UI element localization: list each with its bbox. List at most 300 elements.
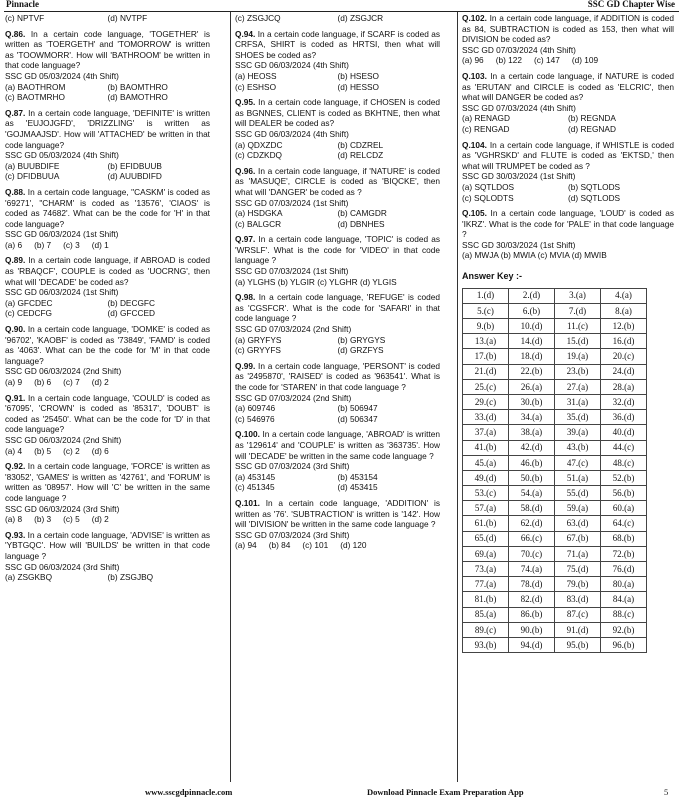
answer-cell: 86.(b) (509, 607, 555, 622)
question-number: Q.102. (462, 13, 487, 23)
option: (c) ZSGJCQ (235, 13, 281, 23)
question-text: In a certain code language, 'ADDITION' is written as '76'. 'SUBTRACTION' is written is '142'. How will 'DIVISION' be written in the same code language ? (235, 497, 440, 530)
option: (b) ZSGJBQ (107, 572, 154, 583)
option: (d) 2 (91, 514, 109, 525)
answer-cell: 92.(b) (601, 622, 647, 637)
question-number: Q.91. (5, 392, 26, 403)
option: (c) 451345 (235, 482, 275, 493)
option: (a) HSDGKA (235, 208, 283, 219)
answer-cell: 71.(a) (555, 546, 601, 561)
answer-cell: 79.(b) (555, 577, 601, 592)
question-number: Q.97. (235, 234, 256, 245)
option: (a) ZSGKBQ (5, 572, 53, 583)
column-2 (235, 13, 440, 556)
options (5, 446, 210, 457)
answer-cell: 50.(b) (509, 470, 555, 485)
answer-cell: 84.(a) (601, 592, 647, 607)
options (235, 335, 440, 356)
answer-cell: 24.(d) (601, 364, 647, 379)
option: (a) 453145 (235, 471, 276, 482)
answer-cell: 4.(a) (601, 288, 647, 303)
options (235, 140, 440, 161)
option: (d) ZSGJCR (337, 13, 384, 23)
answer-cell: 2.(d) (509, 288, 555, 303)
answer-cell: 52.(b) (601, 470, 647, 485)
options (5, 240, 210, 251)
answer-cell: 26.(a) (509, 379, 555, 394)
question-number: Q.98. (235, 292, 256, 303)
option: (d) HESSO (337, 81, 379, 92)
answer-cell: 66.(c) (509, 531, 555, 546)
answer-cell: 64.(c) (601, 516, 647, 531)
options (5, 572, 210, 583)
question-number: Q.100. (235, 429, 260, 440)
answer-cell: 88.(c) (601, 607, 647, 622)
question (5, 108, 210, 182)
answer-cell: 5.(c) (463, 303, 509, 318)
answer-cell: 11.(c) (555, 319, 601, 334)
option: (d) GFCCED (107, 308, 155, 319)
answer-row (463, 622, 647, 637)
question (5, 393, 210, 457)
option: (c) BAOTMRHO (5, 92, 65, 103)
option: (c) 101 (302, 540, 329, 551)
answer-key-table (462, 288, 647, 654)
question (5, 461, 210, 525)
option: (d) RELCDZ (337, 150, 384, 161)
answer-cell: 21.(d) (463, 364, 509, 379)
options (5, 13, 210, 24)
question-source: SSC GD 07/03/2024 (2nd Shift) (235, 392, 352, 403)
options (462, 182, 674, 203)
answer-cell: 44.(c) (601, 440, 647, 455)
answer-cell: 89.(c) (463, 622, 509, 637)
answer-cell: 6.(b) (509, 303, 555, 318)
option: (a) MWJA (b) MWIA (c) MVIA (d) MWIB (462, 250, 607, 261)
answer-row (463, 607, 647, 622)
option: (d) 1 (91, 239, 109, 250)
question (235, 498, 440, 551)
option: (b) CAMGDR (337, 208, 387, 219)
option: (b) 84 (268, 540, 291, 551)
options (235, 208, 440, 229)
question (235, 234, 440, 287)
page-header (0, 0, 683, 10)
options (235, 71, 440, 92)
question-number: Q.88. (5, 186, 26, 197)
answer-cell: 96.(b) (601, 637, 647, 652)
answer-cell: 51.(a) (555, 470, 601, 485)
answer-cell: 82.(d) (509, 592, 555, 607)
question (462, 71, 674, 135)
question-text: In a certain code language, "CASKM' is coded as '69271', "CHARM' is coded as '13576', 'CIAOS' is coded as 74682'. What can be the code for 'H' in that code language? (5, 186, 210, 229)
answer-row (463, 303, 647, 318)
footer-app: Download Pinnacle Exam Preparation App (367, 787, 524, 797)
option: (c) GRYYFS (235, 345, 281, 356)
options (5, 161, 210, 182)
answer-cell: 17.(b) (463, 349, 509, 364)
answer-cell: 45.(a) (463, 455, 509, 470)
option: (d) GRZFYS (337, 345, 384, 356)
option: (b) 122 (495, 55, 522, 66)
answer-row (463, 455, 647, 470)
answer-cell: 69.(a) (463, 546, 509, 561)
answer-cell: 74.(a) (509, 562, 555, 577)
answer-cell: 72.(b) (601, 546, 647, 561)
options (5, 82, 210, 103)
answer-cell: 39.(a) (555, 425, 601, 440)
answer-row (463, 577, 647, 592)
answer-row (463, 334, 647, 349)
question (235, 97, 440, 161)
answer-row (463, 410, 647, 425)
question (235, 361, 440, 425)
option: (a) BUUBDIFE (5, 160, 60, 171)
option: (a) QDXZDC (235, 139, 283, 150)
answer-cell: 94.(d) (509, 637, 555, 652)
answer-cell: 55.(d) (555, 486, 601, 501)
answer-row (463, 592, 647, 607)
question-source: SSC GD 07/03/2024 (4th Shift) (462, 102, 576, 113)
option: (d) NVTPF (107, 13, 148, 23)
answer-cell: 47.(c) (555, 455, 601, 470)
question-source: SSC GD 07/03/2024 (3rd Shift) (235, 529, 350, 540)
option: (c) CDZKDQ (235, 150, 283, 161)
option: (d) 120 (340, 540, 367, 551)
question-number: Q.103. (462, 70, 487, 81)
answer-cell: 57.(a) (463, 501, 509, 516)
question-text: In a certain code language, if CHOSEN is coded as BGNNES, CLIENT is coded as BKHTNE, then what will DEALER be coded as? (235, 97, 440, 129)
answer-row (463, 470, 647, 485)
answer-row (463, 288, 647, 303)
question-text: In a certain code language, 'REFUGE' is coded as 'CGSFCR'. What is the code for 'SAFARI' in that code language ? (235, 292, 440, 324)
question (462, 140, 674, 204)
question-text: In a certain code language, 'FORCE' is written as '83052', 'GAMES' is written as '42761', and 'FORUM' is written as '08957'. How will 'C' be written in the same code language ? (5, 461, 210, 503)
answer-cell: 63.(d) (555, 516, 601, 531)
option: (b) 3 (34, 514, 52, 525)
page-footer (0, 786, 683, 800)
answer-cell: 34.(a) (509, 410, 555, 425)
answer-cell: 62.(d) (509, 516, 555, 531)
question-text: In a certain code language, if ABROAD is coded as 'RBAQCF', COUPLE is coded as 'UOCRNG', then what will 'DECADE' be coded as? (5, 255, 210, 287)
option: (a) YLGHS (b) YLGIR (c) YLGHR (d) YLGIS (235, 276, 397, 287)
answer-row (463, 546, 647, 561)
answer-row (463, 349, 647, 364)
option: (b) EFIDBUUB (107, 160, 162, 171)
answer-cell: 93.(b) (463, 637, 509, 652)
header-divider (4, 11, 679, 12)
question-source: SSC GD 06/03/2024 (3rd Shift) (5, 503, 120, 514)
options (5, 377, 210, 388)
options (235, 277, 440, 288)
option: (d) 6 (91, 445, 109, 456)
answer-cell: 7.(d) (555, 303, 601, 318)
answer-cell: 49.(d) (463, 470, 509, 485)
option: (d) 506347 (337, 413, 378, 424)
answer-cell: 68.(b) (601, 531, 647, 546)
question-number: Q.105. (462, 208, 487, 219)
answer-cell: 46.(b) (509, 455, 555, 470)
question-text: In a certain code language, 'TOPIC' is coded as 'WRSLF'. What is the code for 'VIDEO' in that code language ? (235, 234, 440, 266)
option: (a) SQTLDOS (462, 181, 515, 192)
answer-cell: 59.(a) (555, 501, 601, 516)
options (5, 298, 210, 319)
question (462, 13, 674, 66)
option: (a) RENAGD (462, 113, 510, 124)
question-source: SSC GD 06/03/2024 (4th Shift) (235, 128, 349, 139)
option: (b) 453154 (337, 471, 378, 482)
answer-cell: 29.(c) (463, 394, 509, 409)
question (5, 255, 210, 319)
option: (a) BAOTHROM (5, 81, 66, 92)
answer-cell: 19.(a) (555, 349, 601, 364)
answer-cell: 33.(d) (463, 410, 509, 425)
question-source: SSC GD 07/03/2024 (3rd Shift) (235, 461, 350, 472)
answer-cell: 31.(a) (555, 394, 601, 409)
question-number: Q.89. (5, 255, 26, 266)
option: (a) 609746 (235, 403, 276, 414)
answer-row (463, 637, 647, 652)
option: (c) 2 (63, 445, 80, 456)
header-brand: Pinnacle (6, 0, 39, 9)
option: (d) AUUBDIFD (107, 171, 162, 182)
answer-cell: 61.(b) (463, 516, 509, 531)
answer-cell: 22.(b) (509, 364, 555, 379)
option: (d) 109 (571, 55, 599, 66)
answer-cell: 53.(c) (463, 486, 509, 501)
answer-cell: 91.(d) (555, 622, 601, 637)
question (5, 29, 210, 103)
option: (b) 506947 (337, 403, 378, 414)
option: (b) BAOMTHRO (107, 81, 168, 92)
answer-cell: 14.(d) (509, 334, 555, 349)
answer-cell: 58.(d) (509, 501, 555, 516)
answer-cell: 56.(b) (601, 486, 647, 501)
option: (d) 453415 (337, 482, 378, 493)
answer-cell: 25.(c) (463, 379, 509, 394)
option: (b) HSESO (337, 70, 379, 81)
answer-cell: 32.(d) (601, 394, 647, 409)
option: (c) SQLODTS (462, 192, 514, 203)
question-number: Q.104. (462, 139, 487, 150)
question-text: In a certain code language, 'DEFINITE' is written as 'EUJOJGFD', 'DRIZZLING' is written as 'GOJMAAJSD'. How will 'ATTACHED' be written in that code language? (5, 107, 210, 150)
option: (b) SQTLODS (568, 181, 621, 192)
question-source: SSC GD 07/03/2024 (1st Shift) (235, 266, 349, 277)
answer-cell: 36.(d) (601, 410, 647, 425)
option: (a) 9 (5, 377, 23, 387)
option: (c) 3 (63, 239, 80, 250)
answer-cell: 83.(d) (555, 592, 601, 607)
column-divider (457, 12, 458, 782)
question-text: In a certain code language, 'ABROAD' is written as '129614' and 'COUPLE' is written as '363735'. How will 'DECADE' be written in the same code language ? (235, 429, 440, 461)
option: (c) BALGCR (235, 218, 282, 229)
options (235, 540, 440, 551)
answer-cell: 76.(d) (601, 562, 647, 577)
answer-row (463, 501, 647, 516)
question-source: SSC GD 06/03/2024 (2nd Shift) (5, 366, 122, 377)
answer-cell: 10.(d) (509, 319, 555, 334)
answer-cell: 13.(a) (463, 334, 509, 349)
answer-cell: 18.(d) (509, 349, 555, 364)
question (235, 13, 440, 24)
answer-cell: 28.(a) (601, 379, 647, 394)
option: (d) BAMOTHRO (107, 92, 168, 103)
option: (d) SQTLODS (568, 192, 621, 203)
answer-cell: 90.(b) (509, 622, 555, 637)
answer-cell: 35.(d) (555, 410, 601, 425)
question (5, 187, 210, 251)
options (5, 514, 210, 525)
footer-site[interactable]: www.sscgdpinnacle.com (145, 787, 233, 797)
answer-row (463, 440, 647, 455)
answer-cell: 9.(b) (463, 319, 509, 334)
question-number: Q.87. (5, 107, 26, 118)
option: (b) REGNDA (568, 113, 616, 124)
answer-row (463, 379, 647, 394)
answer-cell: 23.(b) (555, 364, 601, 379)
question-number: Q.92. (5, 461, 26, 472)
option: (a) 94 (235, 540, 257, 551)
answer-cell: 41.(b) (463, 440, 509, 455)
options (235, 403, 440, 424)
option: (b) CDZREL (337, 139, 384, 150)
option: (c) 7 (63, 377, 80, 387)
answer-cell: 85.(a) (463, 607, 509, 622)
question-source: SSC GD 07/03/2024 (4th Shift) (462, 44, 576, 55)
question-source: SSC GD 06/03/2024 (3rd Shift) (5, 561, 120, 572)
answer-cell: 87.(c) (555, 607, 601, 622)
answer-cell: 38.(a) (509, 425, 555, 440)
question-text: In a certain code language, 'COULD' is coded as '67095', 'CROWN' is coded as '85317', 'DOUBT' is coded as '25450'. What can be the code for 'D' in that code language? (5, 392, 211, 435)
option: (a) GFCDEC (5, 297, 53, 308)
question-number: Q.101. (235, 497, 260, 508)
column-3 (462, 13, 674, 653)
question-text: In a certain code language, if WHISTLE is coded as 'VGHRSKD' and FLUTE is coded as 'EKTSD,' then what will TRUMPET be coded as ? (462, 139, 674, 171)
answer-cell: 43.(b) (555, 440, 601, 455)
option: (a) 4 (5, 445, 23, 456)
option: (b) 6 (34, 377, 52, 387)
column-divider (230, 12, 231, 782)
question (235, 29, 440, 93)
answer-cell: 37.(a) (463, 425, 509, 440)
answer-cell: 20.(c) (601, 349, 647, 364)
column-1 (5, 13, 210, 588)
question (5, 530, 210, 583)
answer-cell: 95.(b) (555, 637, 601, 652)
question-text: In a certain code language, if 'NATURE' is coded as 'MASUQE', CIRCLE is coded as 'BIQCKE', then what will 'DANGER' be coded as ? (235, 165, 440, 197)
answer-cell: 40.(d) (601, 425, 647, 440)
answer-row (463, 486, 647, 501)
option: (d) REGNAD (568, 123, 616, 134)
question-text: In a certain code language, 'ADVISE' is written as 'YBTGQC'. How will 'BUILDS' be written in that code language ? (5, 529, 210, 561)
answer-cell: 48.(c) (601, 455, 647, 470)
question-source: SSC GD 05/03/2024 (4th Shift) (5, 70, 119, 81)
question-source: SSC GD 06/03/2024 (1st Shift) (5, 287, 119, 298)
question (5, 13, 210, 24)
question-number: Q.93. (5, 529, 26, 540)
option: (c) DFIDBUUA (5, 171, 60, 182)
answer-row (463, 364, 647, 379)
question-source: SSC GD 30/03/2024 (1st Shift) (462, 239, 576, 250)
option: (a) GRYFYS (235, 334, 282, 345)
answer-cell: 67.(b) (555, 531, 601, 546)
answer-cell: 75.(d) (555, 562, 601, 577)
option: (b) 7 (34, 239, 52, 250)
question (5, 324, 210, 388)
question-number: Q.96. (235, 165, 256, 176)
option: (c) NPTVF (5, 13, 45, 23)
question-number: Q.99. (235, 360, 256, 371)
question-source: SSC GD 06/03/2024 (1st Shift) (5, 229, 119, 240)
page-number: 5 (664, 787, 669, 797)
option: (c) ESHSO (235, 81, 277, 92)
question-source: SSC GD 07/03/2024 (1st Shift) (235, 197, 349, 208)
option: (b) DECGFC (107, 297, 155, 308)
question (235, 429, 440, 493)
answer-key-title: Answer Key :- (462, 271, 523, 282)
answer-cell: 60.(a) (601, 501, 647, 516)
question-source: SSC GD 06/03/2024 (4th Shift) (235, 60, 349, 71)
answer-cell: 77.(a) (463, 577, 509, 592)
answer-cell: 80.(a) (601, 577, 647, 592)
question-source: SSC GD 30/03/2024 (1st Shift) (462, 171, 576, 182)
options (462, 55, 674, 66)
answer-row (463, 425, 647, 440)
option: (b) 5 (34, 445, 52, 456)
option: (a) 96 (462, 55, 484, 66)
answer-cell: 54.(a) (509, 486, 555, 501)
question-source: SSC GD 07/03/2024 (2nd Shift) (235, 324, 352, 335)
question-number: Q.86. (5, 28, 26, 39)
question-source: SSC GD 06/03/2024 (2nd Shift) (5, 434, 122, 445)
question (235, 166, 440, 230)
answer-cell: 8.(a) (601, 303, 647, 318)
answer-cell: 73.(a) (463, 562, 509, 577)
question-text: In a certain code language, 'TOGETHER' is written as 'TOERGETH' and 'TOMORROW' is written as 'TOOWMORR'. How will 'BATHROOM' be written in that code language? (5, 28, 210, 71)
answer-row (463, 562, 647, 577)
option: (a) 8 (5, 514, 23, 525)
answer-cell: 3.(a) (555, 288, 601, 303)
question (462, 208, 674, 261)
question-number: Q.94. (235, 28, 256, 39)
header-title: SSC GD Chapter Wise (587, 0, 675, 9)
answer-cell: 1.(d) (463, 288, 509, 303)
question-text: In a certain code language, 'LOUD' is coded as 'IKRZ'. What is the code for 'PALE' in that code language ? (462, 208, 674, 240)
question-text: In a certain code language, 'PERSONT' is coded as '2495870', 'RAISED' is coded as '963541'. What is the code for 'STAREN' in that code language ? (235, 360, 440, 392)
options (462, 250, 674, 261)
option: (c) RENGAD (462, 123, 510, 134)
options (235, 13, 440, 24)
answer-row (463, 394, 647, 409)
option: (d) DBNHES (337, 218, 385, 229)
options (235, 472, 440, 493)
answer-row (463, 319, 647, 334)
answer-row (463, 516, 647, 531)
answer-cell: 27.(a) (555, 379, 601, 394)
option: (b) GRYGYS (337, 334, 386, 345)
option: (c) CEDCFG (5, 308, 53, 319)
question (235, 292, 440, 356)
answer-cell: 78.(d) (509, 577, 555, 592)
answer-cell: 15.(d) (555, 334, 601, 349)
option: (d) 2 (91, 377, 109, 387)
answer-cell: 81.(b) (463, 592, 509, 607)
answer-cell: 16.(d) (601, 334, 647, 349)
answer-cell: 12.(b) (601, 319, 647, 334)
answer-cell: 42.(d) (509, 440, 555, 455)
question-text: In a certain code language, if SCARF is coded as CRFSA, SHIRT is coded as HRTSI, then what will SHOES be coded as? (235, 28, 440, 60)
question-text: In a certain code language, 'DOMKE' is coded as '96702', 'KAOBF' is coded as '73849', 'FAMD' is coded as '4063'. What can be the code for 'M' in that code language? (5, 324, 210, 366)
